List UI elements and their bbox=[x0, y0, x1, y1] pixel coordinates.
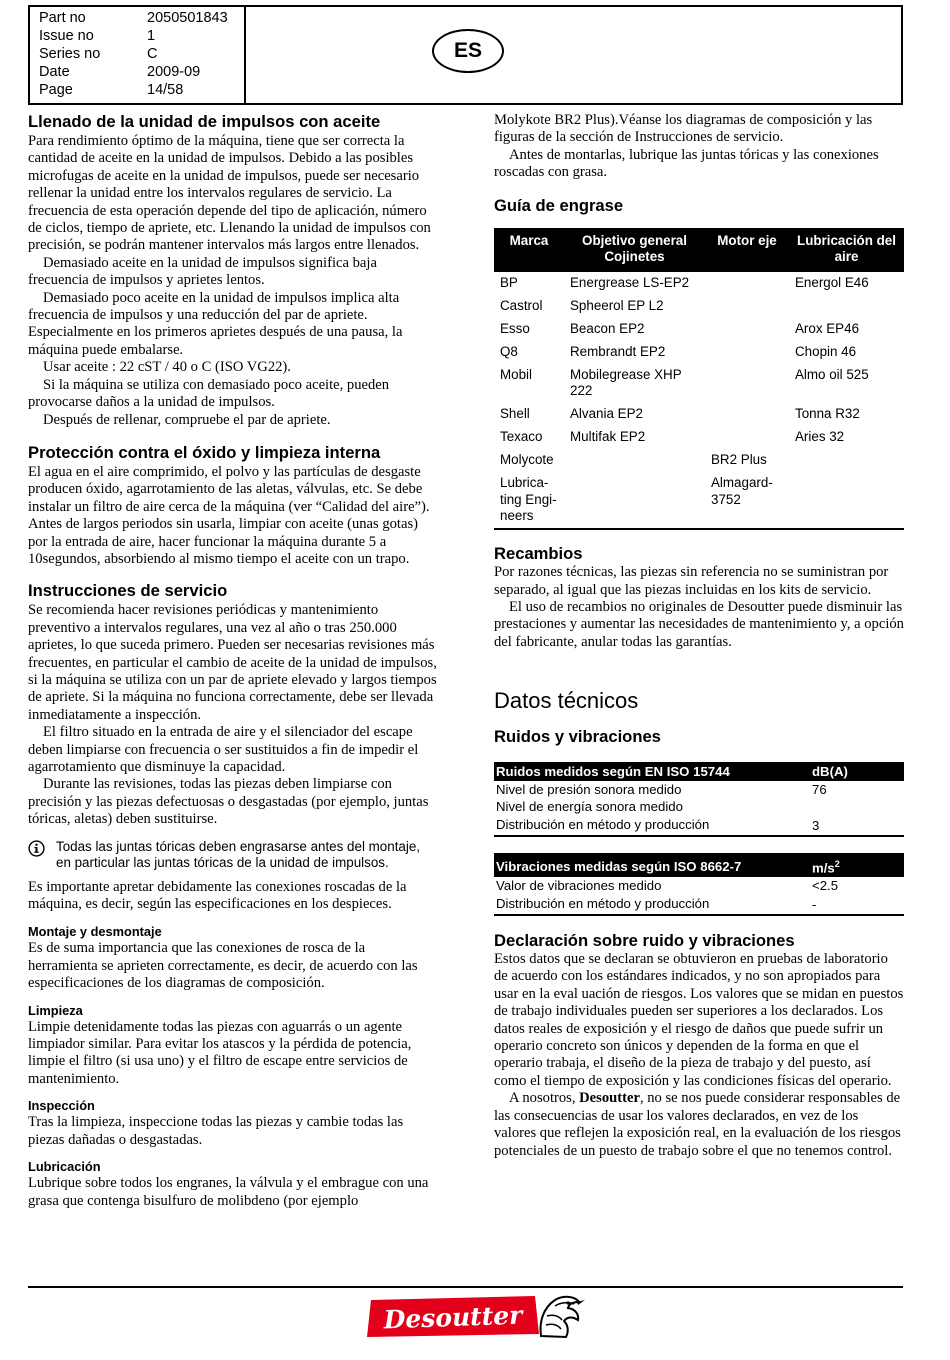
row-value bbox=[810, 798, 904, 816]
row-label: Nivel de presión sonora medido bbox=[496, 781, 682, 797]
oil-paragraph: Demasiado aceite en la unidad de impulsos significa baja frecuencia de impulsos y aprietes lentos. bbox=[28, 254, 377, 289]
table-row bbox=[494, 798, 904, 816]
meta-series-no: Series no C bbox=[39, 46, 158, 62]
service-paragraph: Se recomienda hacer revisiones periódicas y mantenimiento preventivo a intervalos regulares, una vez al año o tras 250.000 aprietes, lo que suceda primero. Pueden ser necesarias revisiones más frecuentes, en particular el cambio de aceite de la unidad de impulsos, si la máquina se utiliza con un par de apriete elevado y largos tiempos de apriete. Si la máquina no funciona correctamente, debe ser llevada inmediatamente a inspección. bbox=[28, 602, 437, 723]
lubrication-heading: Lubricación bbox=[28, 1159, 101, 1175]
rust-protection-heading: Protección contra el óxido y limpieza interna bbox=[28, 442, 381, 462]
bird-icon bbox=[541, 1297, 585, 1337]
air-lub-cell: Almo oil 525 bbox=[795, 366, 869, 382]
lubrication-continued-paragraph: Molykote BR2 Plus).Véanse los diagramas de composición y las figuras de la sección de Instrucciones de servicio. bbox=[494, 112, 873, 146]
grease-cell: Alvania EP2 bbox=[570, 406, 643, 422]
document-header bbox=[28, 5, 903, 105]
table-row bbox=[494, 816, 904, 837]
grease-guide-table bbox=[494, 228, 904, 531]
row-label: Distribución en método y producción bbox=[496, 816, 710, 832]
grease-cell: Energrease LS-EP2 bbox=[570, 274, 690, 290]
meta-page: Page 14/58 bbox=[39, 82, 184, 98]
table-row bbox=[494, 318, 904, 341]
motor-cell bbox=[705, 272, 789, 295]
brand-cell: Castrol bbox=[500, 297, 543, 313]
lubrication-continued-paragraph: Antes de montarlas, lubrique las juntas tóricas y las conexiones roscadas con grasa. bbox=[494, 146, 879, 181]
vibration-table bbox=[494, 853, 904, 916]
table-row bbox=[494, 364, 904, 404]
unit-text: m/s bbox=[812, 860, 835, 876]
grease-cell: Multifak EP2 bbox=[570, 429, 646, 445]
motor-cell bbox=[705, 364, 789, 404]
brand-cell: Esso bbox=[500, 320, 530, 336]
oil-filling-heading: Llenado de la unidad de impulsos con aceite bbox=[28, 112, 381, 131]
cleaning-paragraph: Limpie detenidamente todas las piezas con aguarrás o un agente limpiador similar. Para evitar los atascos y la pérdida de potencia, limpie el filtro (si usa uno) y el filtro de escape entre servicios de mantenimiento. bbox=[28, 1018, 412, 1087]
table-row bbox=[494, 426, 904, 449]
desoutter-logo bbox=[365, 1292, 587, 1340]
column-header: Motor eje bbox=[705, 228, 789, 272]
motor-cell bbox=[705, 295, 789, 318]
column-header: Objetivo general Cojinetes bbox=[564, 228, 705, 272]
vibration-unit bbox=[810, 853, 904, 877]
declaration-heading: Declaración sobre ruido y vibraciones bbox=[494, 931, 795, 951]
service-paragraph: El filtro situado en la entrada de aire y el silenciador del escape deben limpiarse con frecuencia o ser sustituidos a fin de impedir el agarrotamiento que disminuye la capacidad. bbox=[28, 724, 419, 775]
air-lub-cell: Aries 32 bbox=[795, 429, 845, 445]
vibration-header: Vibraciones medidas según ISO 8662-7 bbox=[494, 853, 810, 877]
table-row bbox=[494, 449, 904, 472]
brand-cell: BP bbox=[500, 274, 518, 290]
brand-cell: Shell bbox=[500, 406, 530, 422]
service-instructions-heading: Instrucciones de servicio bbox=[28, 581, 228, 601]
motor-cell bbox=[705, 341, 789, 364]
brand-cell: Texaco bbox=[500, 429, 543, 445]
noise-table bbox=[494, 762, 904, 837]
o-ring-note bbox=[28, 839, 438, 872]
air-lub-cell bbox=[789, 295, 904, 318]
row-label: Distribución en método y producción bbox=[496, 895, 710, 911]
column-header: Lubricación del aire bbox=[789, 228, 904, 272]
meta-issue-no: Issue no 1 bbox=[39, 28, 156, 44]
meta-part-no: Part no 2050501843 bbox=[39, 10, 228, 26]
brand-name: Desoutter bbox=[579, 1090, 640, 1107]
air-lub-cell: Arox EP46 bbox=[795, 320, 860, 336]
grease-cell: Mobilegrease XHP 222 bbox=[570, 366, 682, 399]
column-header: Marca bbox=[494, 228, 564, 272]
document-meta bbox=[30, 7, 246, 103]
brand-cell: Q8 bbox=[500, 343, 518, 359]
motor-cell bbox=[705, 426, 789, 449]
note-text: Todas las juntas tóricas deben engrasarse antes del montaje, en particular las juntas tóricas de la unidad de impulsos. bbox=[56, 838, 420, 871]
lubrication-paragraph: Lubrique sobre todos los engranes, la válvula y el embrague con una grasa que contenga bisulfuro de molibdeno (por ejemplo bbox=[28, 1175, 429, 1209]
motor-cell: BR2 Plus bbox=[711, 452, 767, 468]
oil-paragraph: Para rendimiento óptimo de la máquina, tiene que ser correcta la cantidad de aceite en la unidad de impulsos. Debido a las posibles microfugas de aceite en la unidad de impulsos, puede ser necesario rellenar la unidad entre los intervalos regulares de servicio. La frecuencia de esta operación depende del tipo de aplicación, número de ciclos, tiempo de apriete, etc. Llenando la unidad de impulsos con precisión, se podrán mantener intervalos más largos entre llenados. bbox=[28, 133, 431, 254]
table-row bbox=[494, 877, 904, 895]
brand-cell: Molycote bbox=[500, 452, 554, 468]
noise-vibration-heading: Ruidos y vibraciones bbox=[494, 727, 661, 747]
grease-cell bbox=[564, 449, 705, 472]
footer-rule bbox=[28, 1286, 903, 1288]
table-row bbox=[494, 272, 904, 295]
info-icon bbox=[28, 839, 56, 872]
air-lub-cell: Energol E46 bbox=[795, 274, 869, 290]
table-row bbox=[494, 781, 904, 799]
table-row bbox=[494, 403, 904, 426]
spares-heading: Recambios bbox=[494, 544, 583, 564]
table-header-row bbox=[494, 762, 904, 781]
oil-paragraph: Usar aceite : 22 cST / 40 o C (ISO VG22). bbox=[43, 359, 291, 376]
oil-paragraph: Demasiado poco aceite en la unidad de impulsos implica alta frecuencia de impulsos y una reducción del par de apriete. Especialmente en los primeros aprietes después de una pausa, la máquina puede embalarse. bbox=[28, 289, 403, 358]
declaration-paragraph: Estos datos que se declaran se obtuvieron en pruebas de laboratorio de acuerdo con los estándares indicados, y no son apropiados para usar en la eval uación de riesgos. Los valores que se midan en puestos de trabajo individuales pueden ser superiores a los declarados. Los datos reales de exposición y el riesgo de daños que puede sufrir un operario concreto son únicos y dependen de la forma en que el operario trabaja, el diseño de la pieza de trabajo y del puesto, así como el tiempo de exposición y las condiciones físicas del operario. bbox=[494, 951, 904, 1089]
grease-cell: Spheerol EP L2 bbox=[570, 297, 664, 313]
air-lub-cell bbox=[789, 449, 904, 472]
technical-data-heading: Datos técnicos bbox=[494, 688, 639, 714]
table-header-row bbox=[494, 228, 904, 272]
declaration-paragraph: A nosotros, Desoutter, no se nos puede considerar responsables de las consecuencias de usar los valores declarados, en vez de los valores que reflejen la exposición real, en la evaluación de los riesgos potenciales de un puesto de trabajo sobre el que no tenemos control. bbox=[494, 1090, 901, 1159]
spares-paragraph: El uso de recambios no originales de Desoutter puede disminuir las prestaciones y aumentar las necesidades de mantenimiento y, a opción del fabricante, anular todas las garantías. bbox=[494, 598, 904, 650]
cleaning-heading: Limpieza bbox=[28, 1002, 83, 1018]
row-value: 3 bbox=[812, 817, 820, 833]
brand-cell: Lubrica-ting Engi-neers bbox=[500, 475, 557, 524]
grease-cell: Beacon EP2 bbox=[570, 320, 645, 336]
table-row bbox=[494, 472, 904, 529]
unit-superscript: 2 bbox=[834, 859, 840, 870]
oil-paragraph: Después de rellenar, compruebe el par de apriete. bbox=[43, 411, 331, 428]
inspection-paragraph: Tras la limpieza, inspeccione todas las piezas y cambie todas las piezas dañadas o desgastadas. bbox=[28, 1114, 404, 1148]
air-lub-cell: Chopin 46 bbox=[795, 343, 857, 359]
left-column bbox=[28, 112, 438, 1210]
noise-unit: dB(A) bbox=[810, 762, 904, 781]
table-row bbox=[494, 895, 904, 916]
meta-date: Date 2009-09 bbox=[39, 64, 201, 80]
table-header-row bbox=[494, 853, 904, 877]
assembly-paragraph: Es de suma importancia que las conexiones de rosca de la herramienta se aprieten correctamente, es decir, de acuerdo con las especificaciones de los diagramas de composición. bbox=[28, 940, 418, 992]
logo-wordmark: Desoutter bbox=[383, 1300, 523, 1335]
row-value: 76 bbox=[812, 781, 827, 797]
row-label: Valor de vibraciones medido bbox=[496, 878, 662, 894]
assembly-heading: Montaje y desmontaje bbox=[28, 924, 162, 940]
oil-paragraph: Si la máquina se utiliza con demasiado poco aceite, pueden provocarse daños a la unidad de impulsos. bbox=[28, 376, 390, 411]
motor-cell bbox=[705, 403, 789, 426]
table-row bbox=[494, 295, 904, 318]
motor-cell: Almagard-3752 bbox=[711, 475, 773, 507]
right-column bbox=[494, 112, 904, 1160]
spares-paragraph: Por razones técnicas, las piezas sin referencia no se suministran por separado, al igual que las piezas incluidas en los kits de servicio. bbox=[494, 564, 889, 598]
noise-header: Ruidos medidos según EN ISO 15744 bbox=[494, 762, 810, 781]
motor-cell bbox=[705, 318, 789, 341]
row-value: <2.5 bbox=[812, 878, 839, 894]
row-value: - bbox=[812, 896, 817, 912]
service-paragraph: Durante las revisiones, todas las piezas deben limpiarse con precisión y las piezas defectuosas o desgastadas (por ejemplo, juntas tóricas, aletas) deben sustituirse. bbox=[28, 776, 429, 828]
grease-cell: Rembrandt EP2 bbox=[570, 343, 666, 359]
air-lub-cell bbox=[789, 472, 904, 529]
air-lub-cell: Tonna R32 bbox=[795, 406, 860, 422]
threaded-connections-paragraph: Es importante apretar debidamente las conexiones roscadas de la máquina, es decir, según las especificaciones en los despieces. bbox=[28, 878, 407, 913]
rust-paragraph: El agua en el aire comprimido, el polvo y las partículas de desgaste producen óxido, agarrotamiento de las aletas, válvulas, etc. Se debe instalar un filtro de aire cerca de la máquina (ver “Calidad del aire”). Antes de largos periodos sin usarla, limpiar con aceite (unas gotas) por la entrada de aire, hacer funcionar la máquina durante 5 a 10segundos, absorbiendo al mismo tiempo el aceite con un trapo. bbox=[28, 463, 430, 567]
grease-cell bbox=[564, 472, 705, 529]
table-row bbox=[494, 341, 904, 364]
grease-guide-heading: Guía de engrase bbox=[494, 195, 624, 215]
inspection-heading: Inspección bbox=[28, 1098, 95, 1114]
language-badge: ES bbox=[432, 29, 504, 73]
brand-cell: Mobil bbox=[500, 366, 532, 382]
row-label: Nivel de energía sonora medido bbox=[496, 799, 683, 815]
